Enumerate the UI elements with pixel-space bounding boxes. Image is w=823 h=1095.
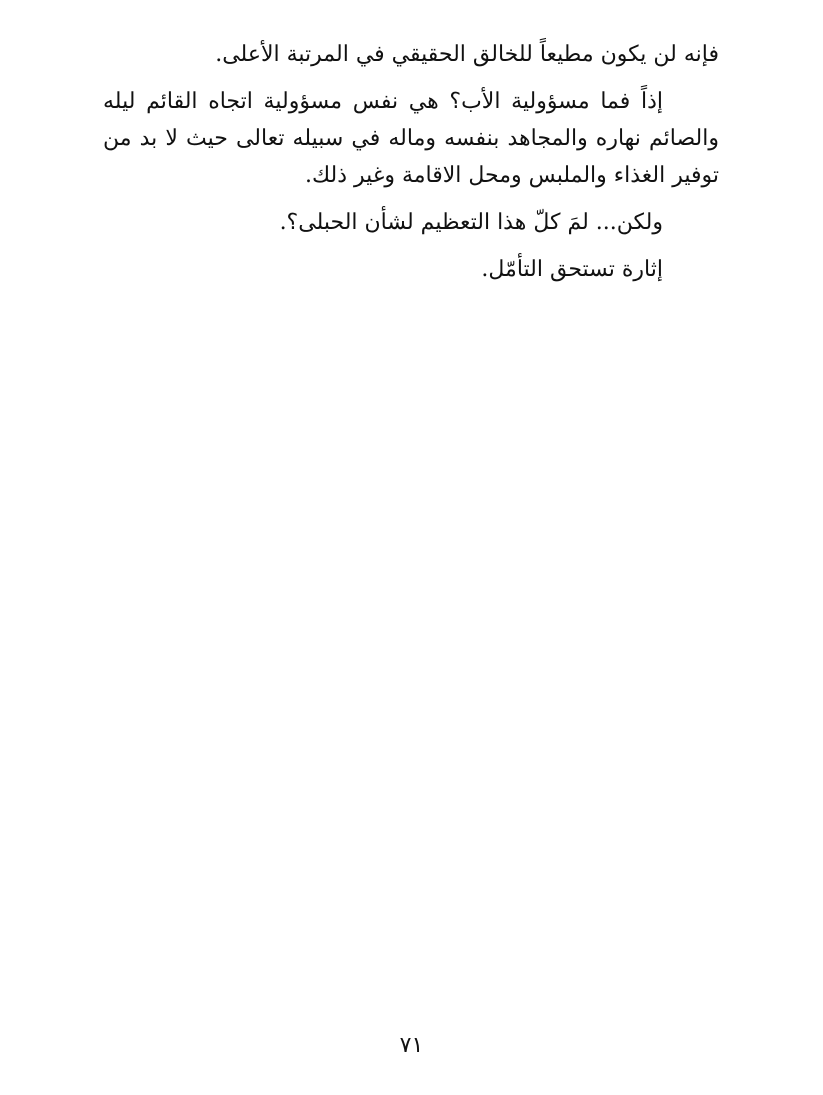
paragraph-reflection: إثارة تستحق التأمّل. <box>481 257 663 282</box>
page-number: ٧١ <box>399 1033 424 1058</box>
body-text <box>103 36 719 288</box>
paragraph-father-responsibility: إذاً فما مسؤولية الأب؟ هي نفس مسؤولية اتجاه القائم ليله والصائم نهاره والمجاهد بنفسه وماله في سبيله تعالى حيث لا بد من توفير الغذاء والملبس ومحل الاقامة وغير ذلك. <box>103 89 719 188</box>
paragraph-pregnant-question: ولكن... لمَ كلّ هذا التعظيم لشأن الحبلى؟. <box>279 210 663 235</box>
paragraph-obedience: فإنه لن يكون مطيعاً للخالق الحقيقي في المرتبة الأعلى. <box>215 42 719 67</box>
